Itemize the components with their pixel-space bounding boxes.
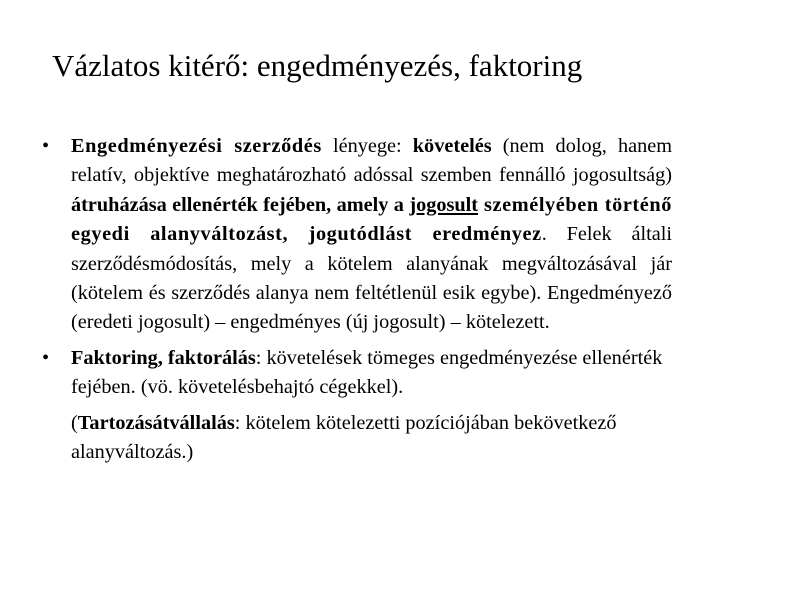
bullet-item-engedmenyezes (40, 132, 672, 338)
term-atruhazasa: átruházása ellenérték fejében, amely a (71, 193, 410, 216)
term-alanyvaltozas: személyében történő egyedi alanyváltozást, jogutódlást eredményez (71, 193, 673, 246)
text-segment: . Felek általi szerződésmódosítás, mely a kötelem alanyának megváltozásával jár (kötelem és szerződés alanya nem feltétlenül esik egybe). Engedményező (eredeti jogosult) – engedményes (új jogosult) – kötelezett. (71, 223, 672, 334)
text-segment: ( (71, 411, 78, 434)
term-jogosult: jogosult (409, 193, 479, 216)
bullet-icon: • (42, 135, 50, 157)
term-tartozasatvallalas: Tartozásátvállalás (77, 411, 235, 434)
text-segment: : követelések tömeges engedményezése ellenérték fejében. (vö. követelésbehajtó cégekkel). (71, 346, 663, 399)
bullet-icon: • (42, 346, 50, 369)
term-koveteles: követelés (412, 135, 492, 157)
note-tartozasatvallalas (40, 409, 672, 468)
text-segment: (nem dolog, hanem relatív, objektíve meghatározható adóssal szemben fennálló jogosultság) (71, 135, 673, 187)
slide-body (40, 132, 672, 467)
bullet-item-faktoring (40, 344, 672, 403)
text-segment: : kötelem kötelezetti pozíciójában bekövetkező alanyváltozás.) (71, 411, 617, 464)
slide-title: Vázlatos kitérő: engedményezés, faktoring (52, 48, 583, 83)
term-faktoring: Faktoring, faktorálás (71, 346, 256, 369)
text-segment: lényege: (321, 135, 413, 157)
term-engedmenyezesi-szerzodes: Engedményezési szerződés (71, 135, 322, 157)
